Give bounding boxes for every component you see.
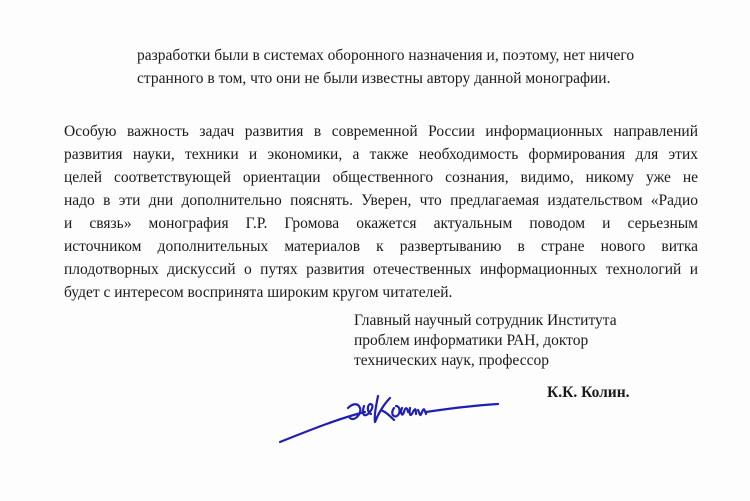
main-paragraph-line-8: будет с интересом воспринята широким кругом читателей.: [64, 284, 453, 301]
handwritten-signature: [270, 382, 510, 457]
main-paragraph-line-4: надо в эти дни дополнительно пояснять. Уверен, что предлагаемая издательством «Радио: [64, 192, 698, 209]
top-paragraph-line-2: странного в том, что они не были известны автору данной монографии.: [137, 70, 611, 87]
main-paragraph-line-5: и связь» монография Г.Р. Громова окажется актуальным поводом и серьезным: [64, 215, 698, 232]
top-paragraph: [137, 44, 697, 90]
main-paragraph: [64, 120, 698, 304]
main-paragraph-line-3: целей соответствующей ориентации общественного сознания, видимо, никому уже не: [64, 169, 698, 186]
signature-stroke: [280, 396, 498, 442]
main-paragraph-line-2: развития науки, техники и экономики, а также необходимость формирования для этих: [64, 146, 698, 163]
main-paragraph-line-1: Особую важность задач развития в современной России информационных направлений: [64, 123, 698, 140]
signer-title: [354, 311, 684, 371]
signer-title-line-2: проблем информатики РАН, доктор: [354, 332, 589, 349]
signer-title-line-1: Главный научный сотрудник Института: [354, 312, 617, 329]
main-paragraph-line-7: плодотворных дискуссий о путях развития отечественных информационных технологий и: [64, 261, 698, 278]
top-paragraph-line-1: разработки были в системах оборонного назначения и, поэтому, нет ничего: [137, 47, 635, 64]
signer-name: К.К. Колин.: [547, 384, 630, 401]
main-paragraph-line-6: источником дополнительных материалов к развертыванию в стране нового витка: [64, 238, 698, 255]
signer-title-line-3: технических наук, профессор: [354, 352, 549, 369]
